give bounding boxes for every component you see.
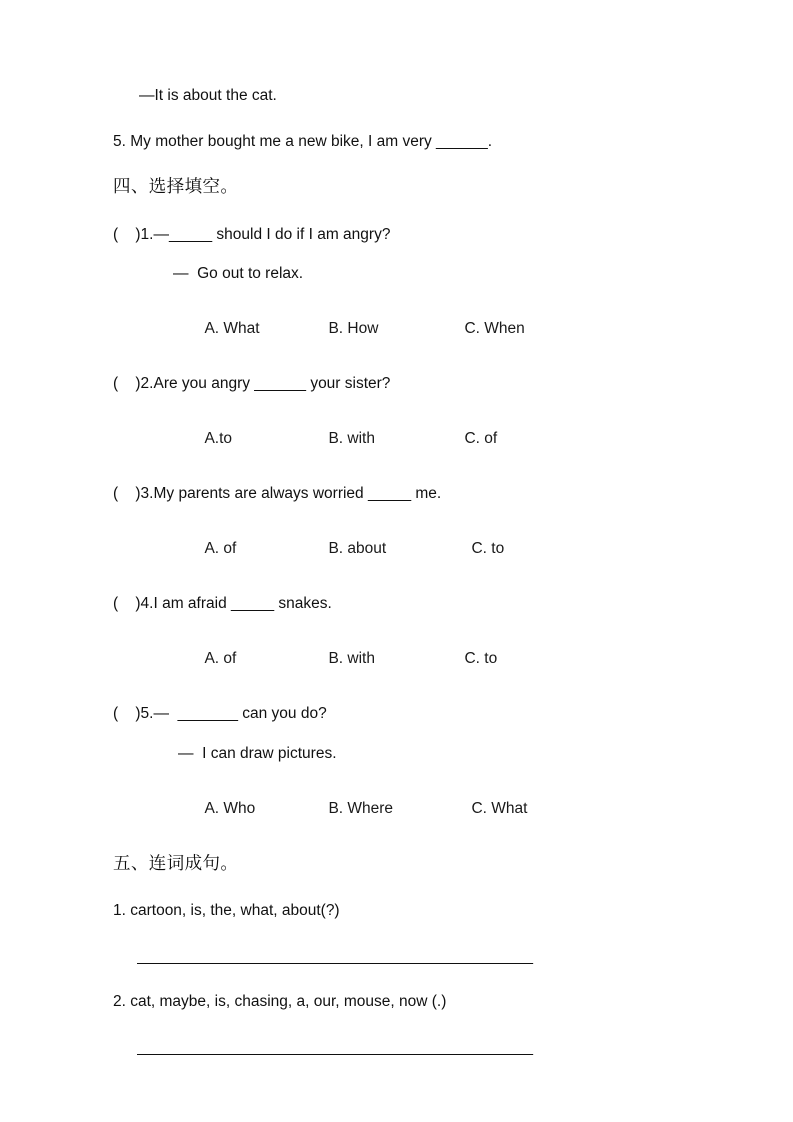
question-2-marker[interactable]: ( )2. (113, 375, 154, 392)
spacer (113, 242, 675, 266)
question-5-option-c[interactable]: C. What (471, 799, 528, 817)
spacer (113, 352, 675, 376)
spacer (113, 197, 675, 227)
question-5-options (113, 785, 675, 832)
question-2 (113, 376, 675, 462)
rearrange-item-2-answer-line[interactable]: _______________________________________________ (137, 1039, 533, 1055)
question-3-option-c[interactable]: C. to (471, 540, 505, 557)
rearrange-item-1-answer-line[interactable]: _______________________________________________ (137, 948, 533, 964)
rearrange-item-2 (113, 994, 675, 1055)
question-4-options (113, 636, 675, 683)
question-4-stem (113, 596, 675, 612)
spacer (113, 761, 675, 785)
question-5-text: — _______ can you do? (153, 705, 327, 722)
question-1-marker[interactable]: ( )1. (113, 225, 154, 243)
question-3-option-b[interactable]: B. about (328, 540, 387, 557)
carryover-answer-line: —It is about the cat. (139, 87, 277, 104)
question-4-marker[interactable]: ( )4. (113, 595, 154, 612)
question-3 (113, 486, 675, 572)
question-1-reply: — Go out to relax. (173, 265, 304, 282)
question-1-option-c[interactable]: C. When (464, 320, 525, 337)
question-5-reply: — I can draw pictures. (178, 744, 337, 762)
question-2-text: Are you angry ______ your sister? (153, 375, 391, 392)
question-1-option-a[interactable]: A. What (204, 320, 260, 337)
spacer (113, 919, 675, 949)
spacer (113, 104, 675, 134)
spacer (113, 1010, 675, 1040)
spacer (113, 149, 675, 179)
question-1-option-b[interactable]: B. How (328, 320, 379, 337)
rearrange-item-2-words: 2. cat, maybe, is, chasing, a, our, mouse, now (.) (113, 993, 447, 1010)
spacer (113, 612, 675, 636)
question-2-option-c[interactable]: C. of (464, 430, 498, 447)
question-5-option-b[interactable]: B. Where (328, 799, 394, 817)
question-4 (113, 596, 675, 682)
question-1-text: —_____ should I do if I am angry? (153, 225, 391, 243)
spacer (113, 282, 675, 306)
question-2-stem (113, 376, 675, 392)
rearrange-item-1 (113, 903, 675, 964)
question-2-option-a[interactable]: A.to (204, 430, 233, 447)
question-1-options (113, 306, 675, 353)
question-4-option-b[interactable]: B. with (328, 650, 375, 667)
fill-in-question-5: 5. My mother bought me a new bike, I am very ______. (113, 132, 493, 150)
section-heading-four: 四、选择填空。 (113, 177, 239, 197)
spacer (113, 722, 675, 746)
rearrange-item-1-words: 1. cartoon, is, the, what, about(?) (113, 902, 340, 919)
question-4-text: I am afraid _____ snakes. (153, 595, 332, 612)
spacer (113, 462, 675, 486)
question-5-option-a[interactable]: A. Who (204, 799, 256, 817)
spacer (113, 873, 675, 903)
section-heading-five: 五、连词成句。 (113, 853, 239, 874)
spacer (113, 392, 675, 416)
question-4-option-a[interactable]: A. of (204, 650, 237, 667)
question-3-stem (113, 486, 675, 502)
question-5-stem (113, 706, 675, 722)
question-5-marker[interactable]: ( )5. (113, 705, 154, 722)
spacer (113, 572, 675, 596)
question-2-options (113, 416, 675, 463)
question-1-stem (113, 227, 675, 243)
question-5 (113, 706, 675, 832)
question-4-option-c[interactable]: C. to (464, 650, 498, 667)
question-3-option-a[interactable]: A. of (204, 540, 237, 557)
spacer (113, 832, 675, 856)
question-1 (113, 227, 675, 353)
question-2-option-b[interactable]: B. with (328, 430, 375, 447)
spacer (113, 964, 675, 994)
spacer (113, 682, 675, 706)
spacer (113, 502, 675, 526)
question-3-marker[interactable]: ( )3. (113, 485, 154, 502)
question-3-text: My parents are always worried _____ me. (153, 485, 442, 502)
question-3-options (113, 526, 675, 573)
